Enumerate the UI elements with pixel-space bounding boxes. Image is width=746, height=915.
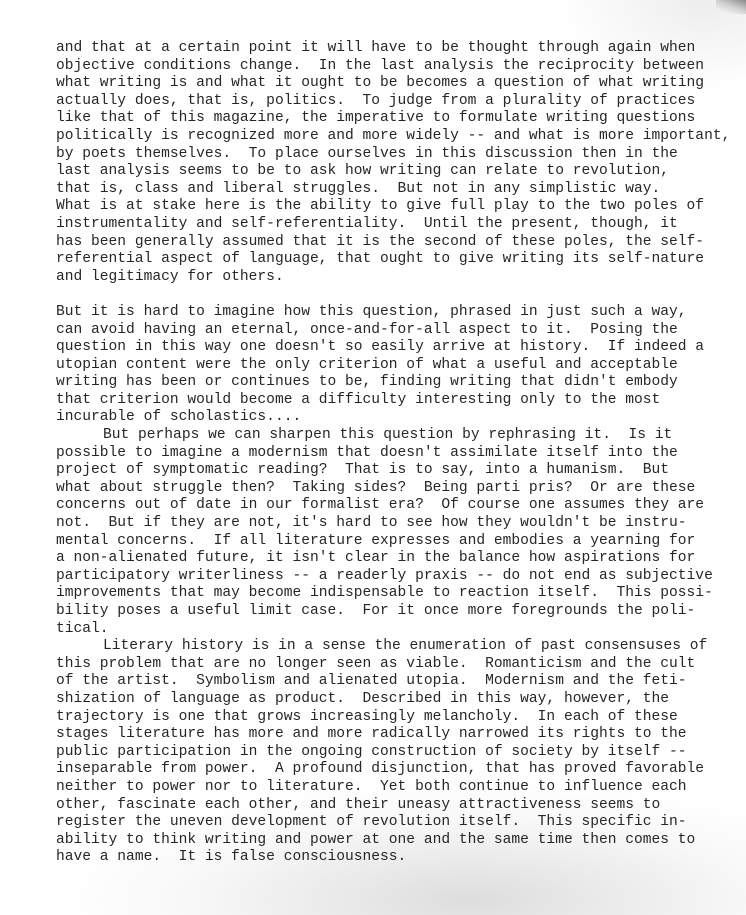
text-line: politically is recognized more and more widely -- and what is more important, bbox=[56, 127, 731, 144]
text-line: register the uneven development of revolution itself. This specific in- bbox=[56, 814, 687, 831]
text-line: has been generally assumed that it is the second of these poles, the self- bbox=[56, 233, 705, 250]
text-line: a non-alienated future, it isn't clear in the balance how aspirations for bbox=[56, 550, 696, 567]
text-line: like that of this magazine, the imperative to formulate writing questions bbox=[56, 110, 696, 127]
text-line: and that at a certain point it will have to be thought through again when bbox=[56, 40, 696, 56]
text-line: participatory writerliness -- a readerly praxis -- do not end as subjective bbox=[56, 567, 713, 584]
text-line: mental concerns. If all literature expresses and embodies a yearning for bbox=[56, 532, 696, 549]
text-line: actually does, that is, politics. To judge from a plurality of practices bbox=[56, 92, 696, 109]
page-corner-shadow bbox=[716, 0, 746, 14]
text-line: Literary history is in a sense the enumeration of past consensuses of bbox=[103, 638, 708, 655]
paragraph bbox=[56, 427, 740, 638]
text-line: utopian content were the only criterion of what a useful and acceptable bbox=[56, 356, 678, 373]
text-line: what writing is and what it ought to be becomes a question of what writing bbox=[56, 75, 705, 92]
text-line: last analysis seems to be to ask how writing can relate to revolution, bbox=[56, 163, 670, 180]
text-line: that is, class and liberal struggles. But not in any simplistic way. bbox=[56, 180, 661, 197]
text-line: bility poses a useful limit case. For it once more foregrounds the poli- bbox=[56, 603, 696, 619]
text-line: and legitimacy for others. bbox=[56, 268, 284, 285]
text-line: question in this way one doesn't so easily arrive at history. If indeed a bbox=[56, 339, 705, 356]
paragraph-gap bbox=[56, 286, 740, 304]
text-line: incurable of scholastics.... bbox=[56, 409, 302, 426]
document-body bbox=[56, 40, 740, 867]
text-line: referential aspect of language, that ought to give writing its self-nature bbox=[56, 251, 705, 268]
text-line: what about struggle then? Taking sides? Being parti pris? Or are these bbox=[56, 479, 696, 496]
text-line: But perhaps we can sharpen this question by rephrasing it. Is it bbox=[103, 427, 673, 444]
text-line: possible to imagine a modernism that doesn't assimilate itself into the bbox=[56, 444, 678, 461]
text-line: What is at stake here is the ability to give full play to the two poles of bbox=[56, 198, 705, 215]
text-line: objective conditions change. In the last analysis the reciprocity between bbox=[56, 57, 705, 74]
text-line: can avoid having an eternal, once-and-for-all aspect to it. Posing the bbox=[56, 321, 678, 338]
text-line: concerns out of date in our formalist era? Of course one assumes they are bbox=[56, 497, 705, 514]
text-line: this problem that are no longer seen as viable. Romanticism and the cult bbox=[56, 655, 696, 672]
text-line: inseparable from power. A profound disjunction, that has proved favorable bbox=[56, 761, 705, 778]
text-line: project of symptomatic reading? That is to say, into a humanism. But bbox=[56, 462, 670, 479]
text-line: ability to think writing and power at one and the same time then comes to bbox=[56, 831, 696, 848]
text-line: instrumentality and self-referentiality. Until the present, though, it bbox=[56, 215, 678, 232]
text-line: not. But if they are not, it's hard to see how they wouldn't be instru- bbox=[56, 515, 687, 532]
text-line: writing has been or continues to be, finding writing that didn't embody bbox=[56, 374, 678, 391]
text-line: other, fascinate each other, and their uneasy attractiveness seems to bbox=[56, 796, 661, 813]
text-line: have a name. It is false consciousness. bbox=[56, 849, 407, 866]
text-line: trajectory is one that grows increasingly melancholy. In each of these bbox=[56, 708, 678, 725]
text-line: improvements that may become indispensable to reaction itself. This possi- bbox=[56, 585, 713, 602]
text-line: But it is hard to imagine how this question, phrased in just such a way, bbox=[56, 303, 687, 320]
paragraph bbox=[56, 40, 740, 286]
text-line: neither to power nor to literature. Yet both continue to influence each bbox=[56, 778, 687, 795]
text-line: by poets themselves. To place ourselves in this discussion then in the bbox=[56, 145, 678, 162]
text-line: stages literature has more and more radically narrowed its rights to the bbox=[56, 726, 687, 743]
paragraph bbox=[56, 638, 740, 867]
text-line: of the artist. Symbolism and alienated utopia. Modernism and the feti- bbox=[56, 673, 687, 690]
paragraph bbox=[56, 304, 740, 427]
text-line: tical. bbox=[56, 620, 109, 637]
text-line: that criterion would become a difficulty interesting only to the most bbox=[56, 391, 661, 408]
text-line: public participation in the ongoing construction of society by itself -- bbox=[56, 743, 687, 760]
text-line: shization of language as product. Described in this way, however, the bbox=[56, 690, 670, 707]
